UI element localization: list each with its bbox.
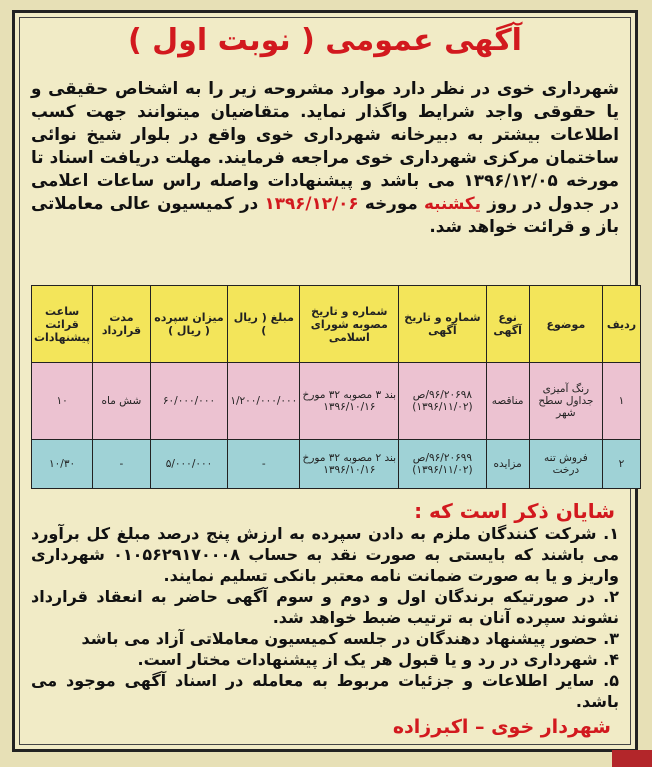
note-item: ۲. در صورتیکه برندگان اول و دوم و سوم آگهی حاضر به انعقاد قرارداد نشوند سپرده آنان به ترتیب ضبط خواهد شد. <box>31 587 619 627</box>
corner-mark <box>612 750 652 767</box>
col-amount: مبلغ ( ریال ) <box>228 286 300 363</box>
ad-frame <box>12 10 638 752</box>
col-council: شماره و تاریخ مصوبه شورای اسلامی <box>300 286 399 363</box>
ad-title: آگهی عمومی ( نوبت اول ) <box>128 23 522 58</box>
cell-council: بند ۳ مصوبه ۳۲ مورخ ۱۳۹۶/۱۰/۱۶ <box>300 363 399 440</box>
cell-duration: - <box>93 440 151 489</box>
intro-day-highlight: یکشنبه <box>423 193 481 213</box>
cell-ad-no: ۹۶/۲۰۶۹۸/ص (۱۳۹۶/۱۱/۰۲) <box>399 363 486 440</box>
cell-subject: رنگ آمیزی جداول سطح شهر <box>529 363 602 440</box>
table-header-row <box>32 286 641 363</box>
col-type: نوع آگهی <box>486 286 529 363</box>
col-ad-no: شماره و تاریخ آگهی <box>399 286 486 363</box>
table-row <box>32 440 641 489</box>
cell-opening-time: ۱۰/۳۰ <box>32 440 93 489</box>
note-item: ۴. شهرداری در رد و یا قبول هر یک از پیشنهادات مختار است. <box>137 650 619 669</box>
notes-title: شایان ذکر است که : <box>414 499 615 523</box>
cell-ad-no: ۹۶/۲۰۶۹۹/ص (۱۳۹۶/۱۱/۰۲) <box>399 440 486 489</box>
intro-date-highlight: ۱۳۹۶/۱۲/۰۶ <box>264 193 359 213</box>
cell-type: مناقصه <box>486 363 529 440</box>
col-subject: موضوع <box>529 286 602 363</box>
table-row <box>32 363 641 440</box>
col-duration: مدت قرارداد <box>93 286 151 363</box>
tender-table <box>31 285 641 489</box>
col-deposit: میزان سپرده ( ریال ) <box>150 286 228 363</box>
col-opening-time: ساعت قرائت پیشنهادات <box>32 286 93 363</box>
cell-deposit: ۵/۰۰۰/۰۰۰ <box>150 440 228 489</box>
col-row: ردیف <box>603 286 641 363</box>
intro-text-1: شهرداری خوی در نظر دارد موارد مشروحه زیر را به اشخاص حقیقی و یا حقوقی واجد شرایط واگذار نماید. متقاضیان میتوانند جهت کسب اطلاعات بیشتر به دبیرخانه شهرداری خوی واقع در بلوار شیخ نوائی ساختمان مرکزی شهرداری خوی مراجعه فرمایند. مهلت دریافت اسناد تا مورخه ۱۳۹۶/۱۲/۰۵ می باشد و پیشنهادات واصله راس ساعات اعلامی در جدول در روز <box>31 78 619 213</box>
notes-list <box>31 523 619 712</box>
note-item: ۵. سایر اطلاعات و جزئیات مربوط به معامله در اسناد آگهی موجود می باشد. <box>31 671 619 711</box>
cell-subject: فروش تنه درخت <box>529 440 602 489</box>
cell-amount: ۱/۲۰۰/۰۰۰/۰۰۰ <box>228 363 300 440</box>
note-item: ۳. حضور پیشنهاد دهندگان در جلسه کمیسیون معاملاتی آزاد می باشد <box>81 629 619 648</box>
note-item: ۱. شرکت کنندگان ملزم به دادن سپرده به ارزش پنج درصد مبلغ کل برآورد می باشند که بایستی به صورت نقد به حساب ۰۱۰۵۶۲۹۱۷۰۰۰۸ شهرداری واریز و یا به صورت ضمانت نامه معتبر بانکی تسلیم نمایند. <box>31 524 619 585</box>
cell-duration: شش ماه <box>93 363 151 440</box>
signature: شهردار خوی – اکبرزاده <box>392 716 611 738</box>
cell-opening-time: ۱۰ <box>32 363 93 440</box>
intro-paragraph <box>31 77 619 238</box>
cell-amount: - <box>228 440 300 489</box>
cell-row: ۲ <box>603 440 641 489</box>
intro-text-2: در کمیسیون عالی معاملاتی باز و قرائت خواهد شد. <box>31 193 619 236</box>
cell-deposit: ۶۰/۰۰۰/۰۰۰ <box>150 363 228 440</box>
intro-text-mid: مورخه <box>364 193 418 213</box>
cell-council: بند ۲ مصوبه ۳۲ مورخ ۱۳۹۶/۱۰/۱۶ <box>300 440 399 489</box>
cell-type: مزایده <box>486 440 529 489</box>
cell-row: ۱ <box>603 363 641 440</box>
